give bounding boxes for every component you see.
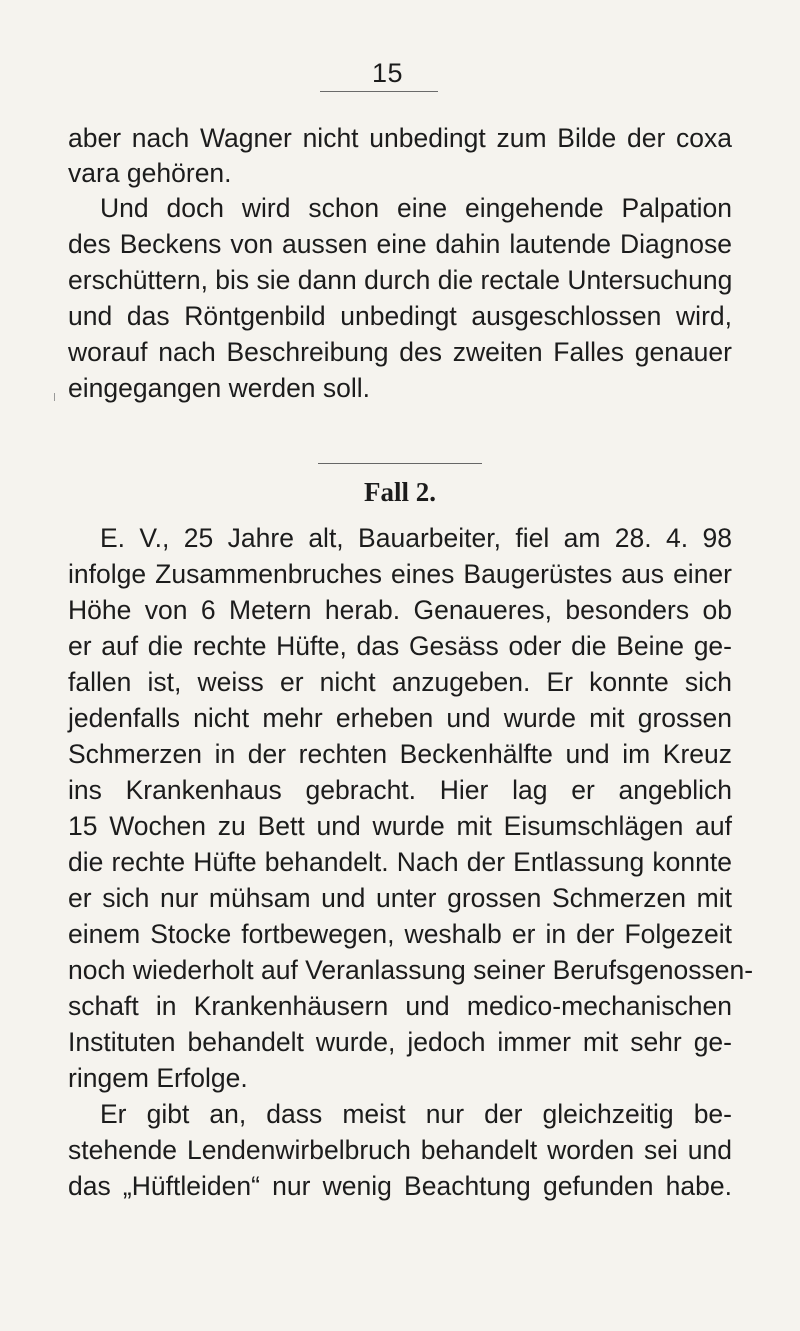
text-line: die rechte Hüfte behandelt. Nach der Entlassung konnte	[68, 847, 732, 877]
text-line: das „Hüftleiden“ nur wenig Beachtung gefunden habe.	[68, 1171, 732, 1201]
text-line: jedenfalls nicht mehr erheben und wurde mit grossen	[68, 703, 732, 733]
page-number: 15	[372, 58, 404, 88]
text-line: infolge Zusammenbruches eines Baugerüstes aus einer	[68, 559, 732, 589]
section-heading: Fall 2.	[364, 477, 436, 507]
margin-mark	[54, 393, 59, 401]
text-line: ringem Erfolge.	[68, 1063, 248, 1093]
text-line: Er gibt an, dass meist nur der gleichzeitig be-	[100, 1099, 732, 1129]
text-line: ins Krankenhaus gebracht. Hier lag er angeblich	[68, 775, 732, 805]
text-line: E. V., 25 Jahre alt, Bauarbeiter, fiel am 28. 4. 98	[100, 523, 732, 553]
text-line: noch wiederholt auf Veranlassung seiner Berufsgenossen-	[68, 955, 754, 985]
text-line: stehende Lendenwirbelbruch behandelt worden sei und	[68, 1135, 732, 1165]
text-line: 15 Wochen zu Bett und wurde mit Eisumschlägen auf	[68, 811, 732, 841]
section-divider	[318, 463, 482, 464]
text-line: Und doch wird schon eine eingehende Palpation	[100, 193, 732, 223]
text-line: aber nach Wagner nicht unbedingt zum Bilde der coxa	[68, 123, 732, 153]
text-line: des Beckens von aussen eine dahin lautende Diagnose	[68, 229, 732, 259]
text-line: Schmerzen in der rechten Beckenhälfte und im Kreuz	[68, 739, 732, 769]
text-line: er auf die rechte Hüfte, das Gesäss oder die Beine ge-	[68, 631, 732, 661]
text-line: schaft in Krankenhäusern und medico-mechanischen	[68, 991, 732, 1021]
text-line: vara gehören.	[68, 158, 232, 188]
text-line: und das Röntgenbild unbedingt ausgeschlossen wird,	[68, 301, 732, 331]
text-line: erschüttern, bis sie dann durch die rectale Untersuchung	[68, 265, 733, 295]
text-line: Instituten behandelt wurde, jedoch immer mit sehr ge-	[68, 1027, 732, 1057]
text-line: worauf nach Beschreibung des zweiten Falles genauer	[68, 337, 732, 367]
text-line: eingegangen werden soll.	[68, 373, 371, 403]
text-line: Höhe von 6 Metern herab. Genaueres, besonders ob	[68, 595, 732, 625]
text-line: fallen ist, weiss er nicht anzugeben. Er konnte sich	[68, 667, 732, 697]
text-line: er sich nur mühsam und unter grossen Schmerzen mit	[68, 883, 732, 913]
page-number-rule	[320, 91, 438, 92]
text-line: einem Stocke fortbewegen, weshalb er in der Folgezeit	[68, 919, 732, 949]
